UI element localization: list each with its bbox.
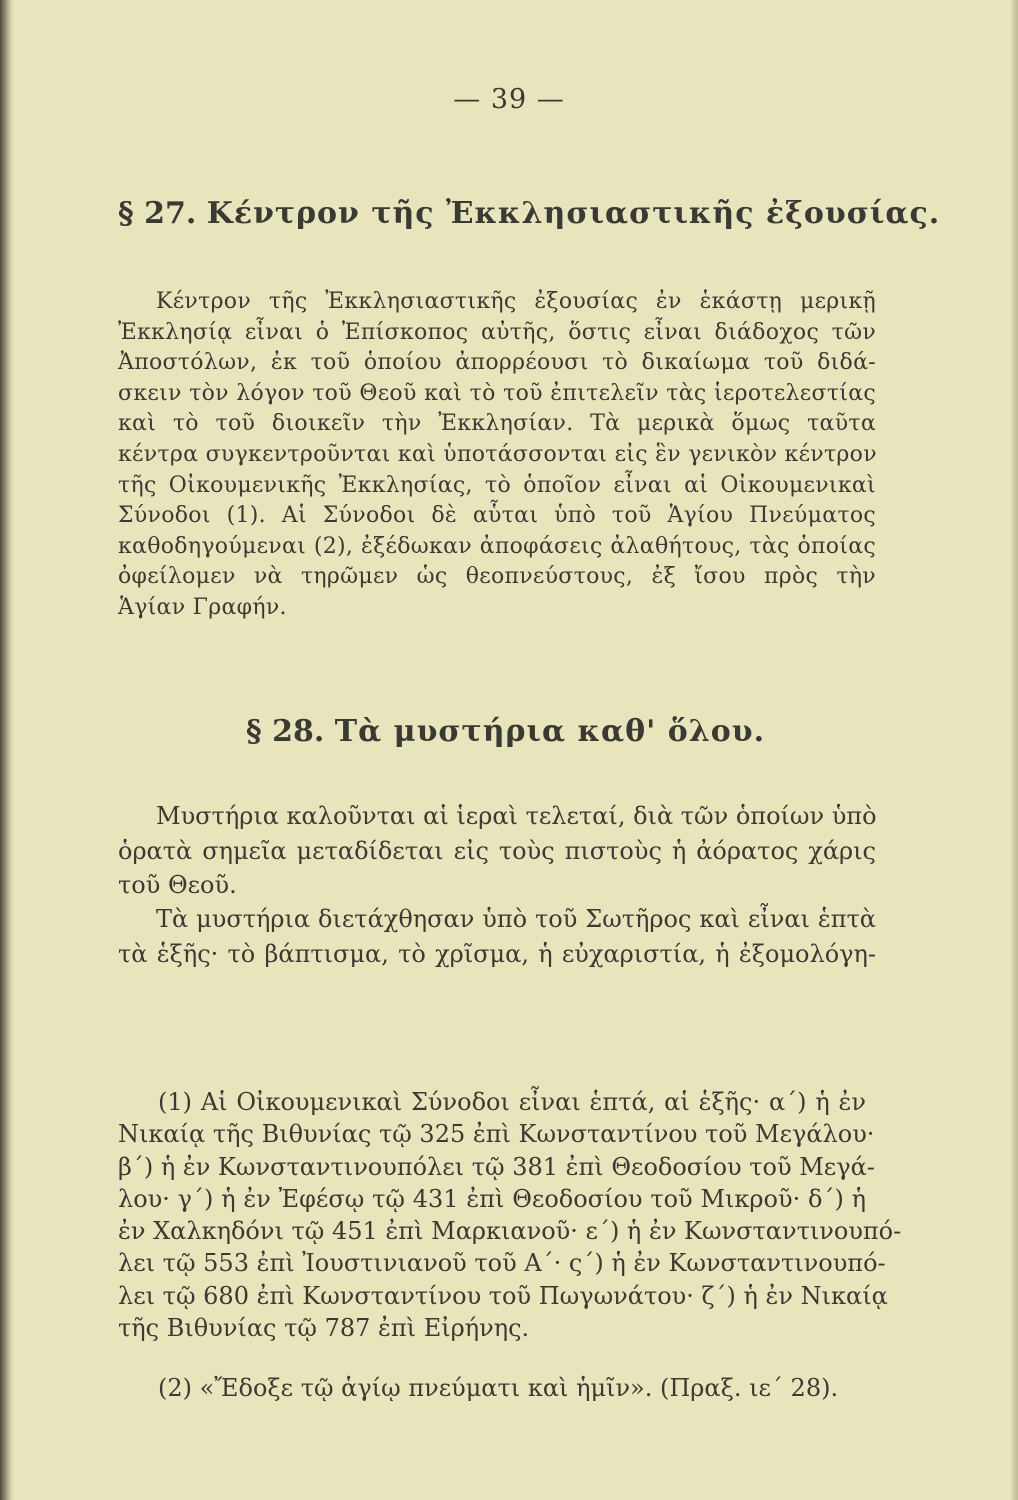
text-line: ὁρατὰ σημεῖα μεταδίδεται εἰς τοὺς πιστοὺς ἡ ἀόρατος χάρις [118, 836, 876, 865]
section-27-paragraph [118, 287, 876, 624]
section-27-number: § 27. [118, 196, 197, 231]
text-line: τῆς Οἰκουμενικῆς Ἐκκλησίας, τὸ ὁποῖον εἶναι αἱ Οἰκουμενικαὶ [118, 472, 876, 498]
section-28-paragraph-2 [118, 902, 876, 971]
footnote-2: (2) «Ἔδοξε τῷ ἁγίῳ πνεύματι καὶ ἡμῖν». (Πραξ. ιε΄ 28). [158, 1374, 839, 1402]
footnote-line: (1) Αἱ Οἰκουμενικαὶ Σύνοδοι εἶναι ἑπτά, αἱ ἑξῆς· α΄) ἡ ἐν [158, 1088, 866, 1116]
footnote-1 [118, 1086, 902, 1344]
text-line: καθοδηγούμεναι (2), ἐξέδωκαν ἀποφάσεις ἀλαθήτους, τὰς ὁποίας [118, 533, 876, 559]
text-line: σκειν τὸν λόγον τοῦ Θεοῦ καὶ τὸ τοῦ ἐπιτελεῖν τὰς ἱεροτελεστίας [118, 380, 876, 406]
footnote-line: β΄) ἡ ἐν Κωνσταντινουπόλει τῷ 381 ἐπὶ Θεοδοσίου τοῦ Μεγά- [118, 1152, 875, 1181]
text-line: Κέντρον τῆς Ἐκκλησιαστικῆς ἐξουσίας ἐν ἑκάστῃ μερικῇ [156, 289, 876, 314]
section-27-title: Κέντρον τῆς Ἐκκλησιαστικῆς ἐξουσίας. [206, 196, 941, 231]
text-line: Ἀποστόλων, ἐκ τοῦ ὁποίου ἀπορρέουσι τὸ δικαίωμα τοῦ διδά- [118, 350, 876, 376]
footnote-line: λει τῷ 553 ἐπὶ Ἰουστινιανοῦ τοῦ Α΄· ς΄) ἡ ἐν Κωνσταντινουπό- [118, 1249, 886, 1278]
text-line: κέντρα συγκεντροῦνται καὶ ὑποτάσσονται εἰς ἓν γενικὸν κέντρον [118, 441, 877, 467]
text-line: Ἁγίαν Γραφήν. [118, 594, 287, 620]
section-28-number: § 28. [246, 714, 325, 749]
page-binding-edge [0, 0, 14, 1500]
page-number: — 39 — [453, 84, 565, 115]
section-28-paragraph-1 [118, 799, 876, 903]
text-line: ὀφείλομεν νὰ τηρῶμεν ὡς θεοπνεύστους, ἐξ ἴσου πρὸς τὴν [118, 564, 876, 590]
text-line: τοῦ Θεοῦ. [118, 871, 237, 899]
text-line: Μυστήρια καλοῦνται αἱ ἱεραὶ τελεταί, διὰ τῶν ὁποίων ὑπὸ [156, 802, 877, 830]
text-line: Ἐκκλησίᾳ εἶναι ὁ Ἐπίσκοπος αὐτῆς, ὅστις εἶναι διάδοχος τῶν [118, 319, 876, 345]
footnote-line: λου· γ΄) ἡ ἐν Ἐφέσῳ τῷ 431 ἐπὶ Θεοδοσίου τοῦ Μικροῦ· δ΄) ἡ [118, 1184, 866, 1213]
section-28-heading [246, 714, 765, 749]
page-right-edge [1010, 0, 1018, 1500]
text-line: Σύνοδοι (1). Αἱ Σύνοδοι δὲ αὗται ὑπὸ τοῦ Ἁγίου Πνεύματος [118, 503, 876, 529]
text-line: Τὰ μυστήρια διετάχθησαν ὑπὸ τοῦ Σωτῆρος καὶ εἶναι ἑπτὰ [156, 905, 876, 933]
footnote-line: λει τῷ 680 ἐπὶ Κωνσταντίνου τοῦ Πωγωνάτου· ζ΄) ἡ ἐν Νικαίᾳ [118, 1281, 888, 1310]
footnote-line: τῆς Βιθυνίας τῷ 787 ἐπὶ Εἰρήνης. [118, 1314, 530, 1343]
footnote-line: ἐν Χαλκηδόνι τῷ 451 ἐπὶ Μαρκιανοῦ· ε΄) ἡ ἐν Κωνσταντινουπό- [118, 1217, 902, 1246]
section-28-title: Τὰ μυστήρια καθ' ὅλου. [334, 714, 766, 749]
footnote-line: Νικαίᾳ τῆς Βιθυνίας τῷ 325 ἐπὶ Κωνσταντίνου τοῦ Μεγάλου· [118, 1120, 875, 1149]
text-line: καὶ τὸ τοῦ διοικεῖν τὴν Ἐκκλησίαν. Τὰ μερικὰ ὅμως ταῦτα [118, 411, 876, 437]
text-line: τὰ ἑξῆς· τὸ βάπτισμα, τὸ χρῖσμα, ἡ εὐχαριστία, ἡ ἐξομολόγη- [118, 939, 876, 968]
section-27-heading [118, 196, 940, 231]
